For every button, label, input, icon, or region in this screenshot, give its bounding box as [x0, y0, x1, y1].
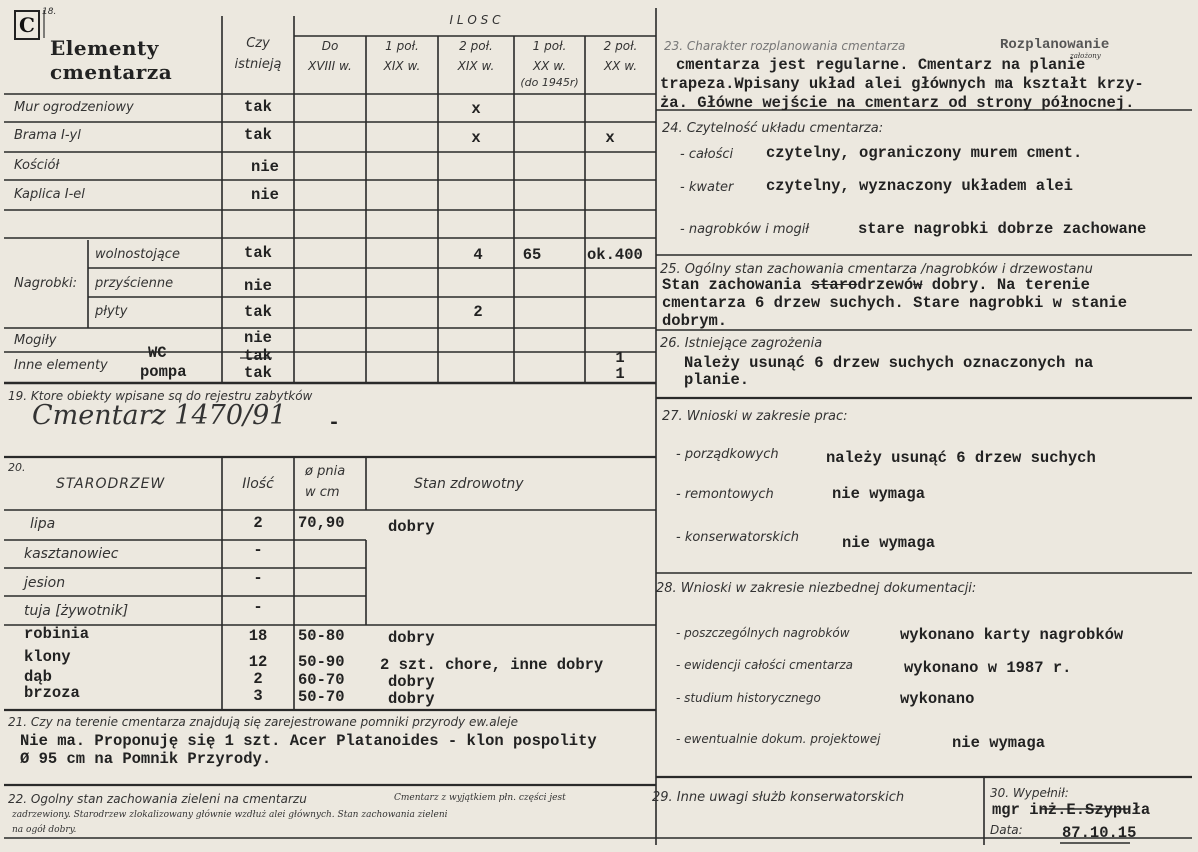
row-plyty-period3: 2	[473, 303, 483, 321]
s24-label: 24. Czytelność układu cmentarza:	[662, 121, 884, 136]
ilosc-header: I L O S C	[449, 13, 501, 27]
s22-handwritten-3: na ogół dobry.	[12, 825, 77, 835]
row-inne-exists: tak	[244, 364, 272, 382]
s19-label: 19. Ktore obiekty wpisane sq do rejestru zabytków	[8, 389, 313, 403]
section-letter: C	[14, 10, 40, 40]
s22-label: 22. Ogolny stan zachowania zieleni na cmentarzu	[8, 792, 307, 806]
s21-text-1: Nie ma. Proponuję się 1 szt. Acer Platanoides - klon pospolity	[20, 732, 597, 750]
row-mur-exists: tak	[244, 98, 272, 116]
row-plyty-exists: tak	[244, 303, 272, 321]
tree-name-robinia: robinia	[24, 625, 90, 643]
row-inne-label: Inne elementy	[14, 358, 108, 373]
s26-label: 26. Istniejące zagrożenia	[660, 336, 823, 351]
s30-date: 87.10.15	[1062, 824, 1137, 842]
s27-label: 27. Wnioski w zakresie prac:	[662, 409, 848, 424]
period-2-l2: XIX w.	[383, 59, 421, 73]
s30-date-label: Data:	[990, 823, 1023, 837]
row-wolno-exists: tak	[244, 244, 272, 262]
tree-pnia-dab: 60-70	[298, 671, 345, 689]
row-mur-label: Mur ogrodzeniowy	[14, 100, 134, 115]
s28-row4-label: - ewentualnie dokum. projektowej	[676, 732, 881, 746]
elements-title-line2: cmentarza	[50, 60, 173, 84]
period-5-l1: 2 poł.	[603, 39, 638, 53]
col-exists-header-1: Czy	[246, 36, 270, 51]
s24-row3-text: stare nagrobki dobrze zachowane	[858, 220, 1147, 238]
tree-stan-lipa: dobry	[388, 518, 435, 536]
s29-label: 29. Inne uwagi służb konserwatorskich	[652, 790, 905, 805]
s25-text-2: cmentarza 6 drzew suchych. Stare nagrobki w stanie	[662, 294, 1128, 312]
s26-text-2: planie.	[684, 371, 750, 389]
tree-name-lipa: lipa	[30, 516, 56, 532]
s20-stan: Stan zdrowotny	[414, 476, 524, 492]
tree-name-jesion: jesion	[24, 575, 66, 591]
s24-row1-label: - całości	[680, 147, 734, 162]
s19-dash: -	[328, 412, 341, 435]
s28-label: 28. Wnioski w zakresie niezbednej dokumentacji:	[656, 581, 977, 596]
tree-pnia-lipa: 70,90	[298, 514, 345, 532]
row-mogily-exists: nie	[244, 329, 272, 347]
row-wolno-period3: 4	[473, 246, 483, 264]
s24-row2-text: czytelny, wyznaczony układem alei	[766, 177, 1073, 195]
col-exists-header-2: istnieją	[234, 57, 282, 72]
row-kaplica-exists: nie	[251, 186, 279, 204]
s20-pnia-1: ø pnia	[305, 464, 346, 479]
s25-text-1: Stan zachowania starodrzewów dobry. Na terenie	[662, 276, 1090, 294]
elements-title-line1: Elementy	[50, 36, 159, 60]
s27-row3-text: nie wymaga	[842, 534, 936, 552]
row-wolno-period5: ok.400	[587, 246, 643, 264]
tree-pnia-robinia: 50-80	[298, 627, 345, 645]
s28-row1-label: - poszczególnych nagrobków	[676, 626, 850, 640]
s27-row2-text: nie wymaga	[832, 485, 926, 503]
period-3-l2: XIX w.	[457, 59, 495, 73]
s30-name: mgr inż.E.Szypuła	[992, 801, 1151, 819]
tree-name-dab: dąb	[24, 668, 52, 686]
tree-name-brzoza: brzoza	[24, 684, 80, 702]
section-number: 18.	[42, 7, 57, 17]
s27-row1-text: należy usunąć 6 drzew suchych	[826, 449, 1096, 467]
s24-row1-text: czytelny, ograniczony murem cment.	[766, 144, 1083, 162]
row-inne-exists-struck: tak	[244, 347, 272, 365]
s27-row1-label: - porządkowych	[676, 447, 779, 462]
tree-pnia-klony: 50-90	[298, 653, 345, 671]
tree-name-klony: klony	[24, 648, 71, 666]
tree-stan-dab: dobry	[388, 673, 435, 691]
row-przy-exists: nie	[244, 277, 272, 295]
s21-text-2: Ø 95 cm na Pomnik Przyrody.	[20, 750, 272, 768]
s27-row2-label: - remontowych	[676, 487, 774, 502]
s28-row2-label: - ewidencji całości cmentarza	[676, 658, 854, 672]
row-inne-wc: WC	[148, 344, 167, 362]
row-plyty-label: płyty	[95, 304, 128, 319]
s19-handwritten-register: Cmentarz 1470/91	[32, 400, 287, 431]
tree-stan-klony: 2 szt. chore, inne dobry	[380, 656, 604, 674]
tree-count-lipa: 2	[253, 514, 263, 532]
s28-row4-text: nie wymaga	[952, 734, 1046, 752]
row-brama-period5: x	[605, 129, 615, 147]
s28-row3-label: - studium historycznego	[676, 691, 821, 705]
row-brama-period3: x	[471, 129, 481, 147]
period-3-l1: 2 poł.	[459, 39, 493, 53]
tree-stan-brzoza: dobry	[388, 690, 435, 708]
tree-name-tuja: tuja [żywotnik]	[24, 603, 129, 619]
s20-ilosc: Ilość	[242, 476, 274, 492]
s22-handwritten-1: Cmentarz z wyjątkiem płn. części jest	[394, 793, 566, 803]
row-przy-label: przyścienne	[95, 276, 174, 291]
period-1-l1: Do	[321, 39, 339, 53]
s28-row1-text: wykonano karty nagrobków	[900, 626, 1124, 644]
period-4-l2: XX w.	[532, 59, 567, 73]
tree-name-kasztanowiec: kasztanowiec	[24, 546, 119, 562]
row-brama-label: Brama I-yl	[14, 128, 81, 143]
s25-label: 25. Ogólny stan zachowania cmentarza /nagrobków i drzewostanu	[660, 262, 1093, 277]
row-mur-period3: x	[471, 100, 481, 118]
period-4-l3: (do 1945r)	[520, 76, 579, 89]
tree-count-robinia: 18	[248, 627, 268, 645]
row-wolno-period4: 65	[522, 246, 542, 264]
s21-label: 21. Czy na terenie cmentarza znajdują się zarejestrowane pomniki przyrody ew.aleje	[8, 715, 519, 729]
row-inne-period5-a: 1	[615, 349, 625, 367]
s20-title: STARODRZEW	[56, 476, 166, 492]
s23-text-2: trapeza.Wpisany układ alei głównych ma kształt krzy-	[660, 75, 1144, 93]
s20-number: 20.	[8, 461, 26, 474]
s24-row3-label: - nagrobków i mogił	[680, 222, 810, 237]
s28-row2-text: wykonano w 1987 r.	[904, 659, 1072, 677]
tree-stan-robinia: dobry	[388, 629, 435, 647]
s27-row3-label: - konserwatorskich	[676, 530, 799, 545]
tree-count-klony: 12	[248, 653, 268, 671]
tree-pnia-brzoza: 50-70	[298, 688, 345, 706]
period-4-l1: 1 poł.	[532, 39, 567, 53]
s23-zalozony-insert: założony	[1070, 52, 1101, 60]
tree-count-jesion: -	[253, 569, 263, 587]
s23-label: 23. Charakter rozplanowania cmentarza	[664, 39, 906, 53]
nagrobki-label: Nagrobki:	[14, 276, 78, 291]
s23-text-3: ża. Główne wejście na cmentarz od strony północnej.	[660, 94, 1135, 112]
s28-row3-text: wykonano	[900, 690, 975, 708]
row-inne-pompa: pompa	[140, 363, 187, 381]
row-inne-period5-b: 1	[615, 365, 625, 383]
s23-text-1: cmentarza jest regularne. Cmentarz na planie	[676, 56, 1086, 74]
tree-count-kasztanowiec: -	[253, 541, 263, 559]
tree-count-brzoza: 3	[253, 687, 263, 705]
row-kosciol-label: Kościół	[14, 158, 60, 173]
row-mogily-label: Mogiły	[14, 333, 57, 348]
row-kaplica-label: Kaplica I-el	[14, 187, 85, 202]
tree-count-dab: 2	[253, 670, 263, 688]
period-5-l2: XX w.	[603, 59, 638, 73]
row-wolno-label: wolnostojące	[95, 247, 180, 262]
s20-pnia-2: w cm	[305, 485, 340, 500]
s25-text-3: dobrym.	[662, 312, 728, 330]
s22-handwritten-2: zadrzewiony. Starodrzew zlokalizowany głównie wzdłuż alei głównych. Stan zachowania zieleni	[12, 810, 448, 820]
s23-text-0: Rozplanowanie	[1000, 37, 1110, 53]
row-kosciol-exists: nie	[251, 158, 279, 176]
tree-count-tuja: -	[253, 598, 263, 616]
s24-row2-label: - kwater	[680, 180, 734, 195]
s26-text-1: Należy usunąć 6 drzew suchych oznaczonych na	[684, 354, 1094, 372]
period-1-l2: XVIII w.	[308, 59, 352, 73]
s30-label: 30. Wypełnił:	[990, 786, 1069, 800]
period-2-l1: 1 poł.	[385, 39, 419, 53]
row-brama-exists: tak	[244, 126, 272, 144]
